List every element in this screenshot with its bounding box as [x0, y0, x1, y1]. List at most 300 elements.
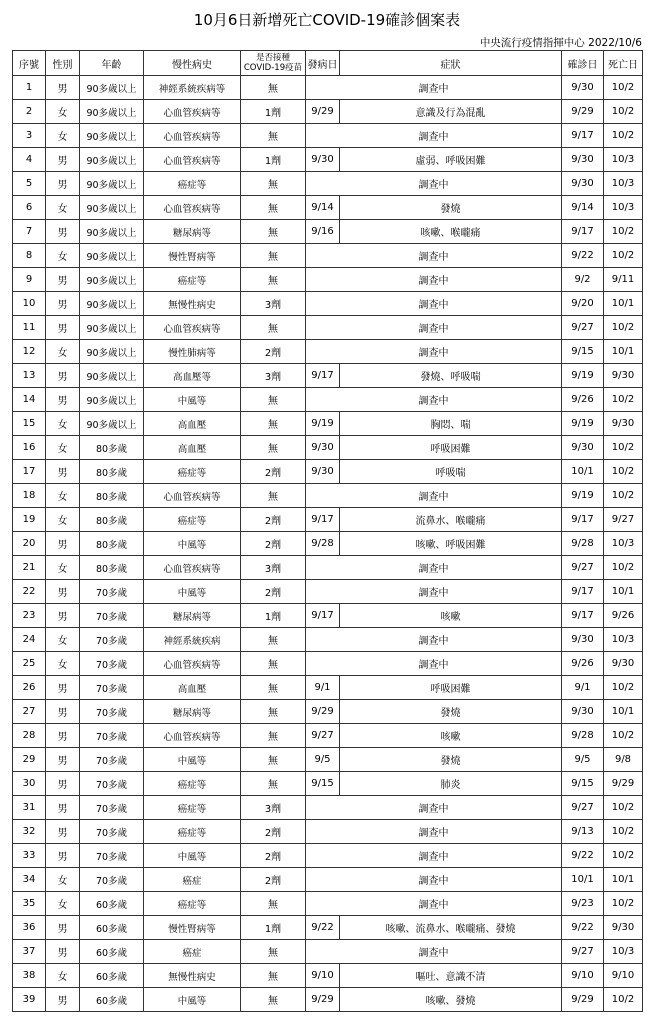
cell-onset: 9/17	[306, 508, 340, 532]
cell-history: 無慢性病史	[144, 292, 241, 316]
cell-confirm-date: 9/17	[562, 124, 604, 148]
cell-history: 中風等	[144, 388, 241, 412]
cell-death-date: 10/2	[604, 124, 643, 148]
cell-history: 神經系統疾病	[144, 628, 241, 652]
cell-sex: 男	[46, 532, 80, 556]
cell-symptoms: 調查中	[306, 340, 562, 364]
table-row	[13, 940, 643, 964]
cell-history: 心血管疾病等	[144, 484, 241, 508]
cell-death-date: 10/3	[604, 148, 643, 172]
cell-sex: 女	[46, 556, 80, 580]
table-row	[13, 604, 643, 628]
table-row	[13, 652, 643, 676]
table-row	[13, 700, 643, 724]
cell-vaccine: 無	[241, 268, 306, 292]
cell-history: 癌症等	[144, 460, 241, 484]
cell-no: 12	[13, 340, 46, 364]
cell-history: 心血管疾病等	[144, 148, 241, 172]
cell-history: 無慢性病史	[144, 964, 241, 988]
cell-history: 心血管疾病等	[144, 100, 241, 124]
cell-symptoms: 嘔吐、意識不清	[340, 964, 562, 988]
cell-vaccine: 無	[241, 628, 306, 652]
cell-age: 60多歲	[80, 892, 144, 916]
table-row	[13, 676, 643, 700]
cell-no: 35	[13, 892, 46, 916]
cell-age: 90多歲以上	[80, 100, 144, 124]
table-row	[13, 364, 643, 388]
cell-no: 15	[13, 412, 46, 436]
cell-sex: 男	[46, 268, 80, 292]
cell-death-date: 9/30	[604, 364, 643, 388]
cell-confirm-date: 9/30	[562, 700, 604, 724]
cell-age: 60多歲	[80, 964, 144, 988]
col-header-onset: 發病日	[306, 51, 340, 76]
cell-onset: 9/1	[306, 676, 340, 700]
cell-death-date: 10/3	[604, 196, 643, 220]
cell-death-date: 10/2	[604, 676, 643, 700]
cell-no: 34	[13, 868, 46, 892]
col-header-death-date: 死亡日	[604, 51, 643, 76]
cell-no: 38	[13, 964, 46, 988]
cell-sex: 女	[46, 628, 80, 652]
cell-confirm-date: 9/30	[562, 76, 604, 100]
cell-vaccine: 無	[241, 388, 306, 412]
cell-symptoms: 咳嗽	[340, 604, 562, 628]
table-row	[13, 892, 643, 916]
cell-death-date: 10/2	[604, 556, 643, 580]
cell-age: 60多歲	[80, 988, 144, 1012]
cell-death-date: 10/2	[604, 484, 643, 508]
table-row	[13, 844, 643, 868]
cell-onset: 9/19	[306, 412, 340, 436]
cell-no: 22	[13, 580, 46, 604]
table-row	[13, 508, 643, 532]
cell-sex: 女	[46, 244, 80, 268]
cell-sex: 女	[46, 868, 80, 892]
cell-no: 6	[13, 196, 46, 220]
cell-death-date: 10/2	[604, 388, 643, 412]
cell-onset: 9/29	[306, 988, 340, 1012]
page-title: 10月6日新增死亡COVID-19確診個案表	[193, 11, 461, 29]
col-header-no: 序號	[13, 51, 46, 76]
cell-sex: 女	[46, 652, 80, 676]
cell-sex: 男	[46, 796, 80, 820]
table-row	[13, 316, 643, 340]
cell-history: 糖尿病等	[144, 604, 241, 628]
cell-symptoms: 調查中	[306, 628, 562, 652]
cell-no: 14	[13, 388, 46, 412]
cell-vaccine: 無	[241, 220, 306, 244]
cell-history: 神經系統疾病等	[144, 76, 241, 100]
cell-history: 心血管疾病等	[144, 124, 241, 148]
col-header-sex: 性別	[46, 51, 80, 76]
cell-death-date: 10/1	[604, 700, 643, 724]
cell-age: 90多歲以上	[80, 340, 144, 364]
cell-death-date: 10/2	[604, 724, 643, 748]
cell-confirm-date: 9/17	[562, 220, 604, 244]
cell-sex: 男	[46, 604, 80, 628]
source-date: 中央流行疫情指揮中心 2022/10/6	[479, 37, 642, 49]
cell-symptoms: 呼吸困難	[340, 676, 562, 700]
cell-history: 慢性腎病等	[144, 244, 241, 268]
table-row	[13, 796, 643, 820]
cell-sex: 女	[46, 100, 80, 124]
cell-symptoms: 調查中	[306, 868, 562, 892]
cell-no: 5	[13, 172, 46, 196]
cell-confirm-date: 10/1	[562, 460, 604, 484]
table-row	[13, 964, 643, 988]
table-row	[13, 484, 643, 508]
cell-symptoms: 意識及行為混亂	[340, 100, 562, 124]
cell-sex: 男	[46, 700, 80, 724]
cell-vaccine: 1劑	[241, 100, 306, 124]
cell-death-date: 10/2	[604, 796, 643, 820]
col-header-history: 慢性病史	[144, 51, 241, 76]
cell-vaccine: 2劑	[241, 844, 306, 868]
cell-symptoms: 調查中	[306, 76, 562, 100]
cell-confirm-date: 9/26	[562, 388, 604, 412]
cell-sex: 女	[46, 340, 80, 364]
cell-symptoms: 呼吸喘	[340, 460, 562, 484]
cell-history: 中風等	[144, 844, 241, 868]
cell-age: 70多歲	[80, 652, 144, 676]
cell-symptoms: 調查中	[306, 796, 562, 820]
cell-symptoms: 虛弱、呼吸困難	[340, 148, 562, 172]
cell-confirm-date: 9/10	[562, 964, 604, 988]
cell-no: 30	[13, 772, 46, 796]
cell-age: 60多歲	[80, 916, 144, 940]
cell-onset: 9/30	[306, 436, 340, 460]
cell-onset: 9/29	[306, 100, 340, 124]
cell-death-date: 10/2	[604, 220, 643, 244]
cell-history: 中風等	[144, 988, 241, 1012]
cell-confirm-date: 9/28	[562, 724, 604, 748]
cell-onset: 9/22	[306, 916, 340, 940]
table-row	[13, 172, 643, 196]
cell-sex: 男	[46, 460, 80, 484]
cell-confirm-date: 9/22	[562, 244, 604, 268]
cell-vaccine: 無	[241, 700, 306, 724]
cell-vaccine: 1劑	[241, 604, 306, 628]
cell-vaccine: 2劑	[241, 820, 306, 844]
cell-vaccine: 無	[241, 172, 306, 196]
cell-sex: 女	[46, 484, 80, 508]
cell-history: 高血壓等	[144, 364, 241, 388]
cell-history: 中風等	[144, 748, 241, 772]
cell-confirm-date: 9/15	[562, 340, 604, 364]
cell-vaccine: 無	[241, 76, 306, 100]
cell-death-date: 10/3	[604, 940, 643, 964]
cell-vaccine: 無	[241, 412, 306, 436]
cell-age: 90多歲以上	[80, 220, 144, 244]
cell-no: 19	[13, 508, 46, 532]
cell-vaccine: 1劑	[241, 916, 306, 940]
cell-history: 癌症	[144, 940, 241, 964]
cell-history: 高血壓	[144, 676, 241, 700]
cell-death-date: 9/30	[604, 412, 643, 436]
cell-history: 癌症等	[144, 172, 241, 196]
cell-sex: 女	[46, 964, 80, 988]
cell-age: 90多歲以上	[80, 196, 144, 220]
table-row	[13, 628, 643, 652]
cell-vaccine: 1劑	[241, 148, 306, 172]
cell-confirm-date: 9/27	[562, 796, 604, 820]
cell-vaccine: 2劑	[241, 580, 306, 604]
cell-history: 心血管疾病等	[144, 556, 241, 580]
cell-age: 70多歲	[80, 676, 144, 700]
cell-confirm-date: 9/27	[562, 556, 604, 580]
table-row	[13, 196, 643, 220]
cell-death-date: 9/27	[604, 508, 643, 532]
table-row	[13, 148, 643, 172]
cell-confirm-date: 9/5	[562, 748, 604, 772]
cell-confirm-date: 9/22	[562, 844, 604, 868]
col-header-vaccine-line1: 是否接種	[255, 53, 290, 63]
col-header-symptoms: 症狀	[340, 51, 562, 76]
cases-table	[12, 50, 643, 1012]
cell-symptoms: 發燒	[340, 700, 562, 724]
cell-symptoms: 胸悶、喘	[340, 412, 562, 436]
cell-no: 26	[13, 676, 46, 700]
cell-symptoms: 調查中	[306, 652, 562, 676]
cell-death-date: 10/3	[604, 532, 643, 556]
cell-death-date: 9/11	[604, 268, 643, 292]
cell-sex: 男	[46, 292, 80, 316]
cell-vaccine: 無	[241, 988, 306, 1012]
cell-age: 70多歲	[80, 580, 144, 604]
table-row	[13, 292, 643, 316]
cell-vaccine: 無	[241, 124, 306, 148]
cell-death-date: 10/2	[604, 988, 643, 1012]
cell-age: 90多歲以上	[80, 172, 144, 196]
cell-no: 2	[13, 100, 46, 124]
cell-symptoms: 調查中	[306, 268, 562, 292]
cell-vaccine: 無	[241, 892, 306, 916]
cell-sex: 女	[46, 436, 80, 460]
cell-symptoms: 咳嗽、呼吸困難	[340, 532, 562, 556]
cell-onset: 9/14	[306, 196, 340, 220]
cell-no: 32	[13, 820, 46, 844]
cell-death-date: 9/26	[604, 604, 643, 628]
cell-onset: 9/30	[306, 460, 340, 484]
cell-death-date: 9/29	[604, 772, 643, 796]
cell-history: 中風等	[144, 532, 241, 556]
cell-age: 80多歲	[80, 484, 144, 508]
cell-history: 癌症等	[144, 772, 241, 796]
cell-sex: 男	[46, 76, 80, 100]
cell-age: 70多歲	[80, 604, 144, 628]
cell-no: 31	[13, 796, 46, 820]
cell-history: 糖尿病等	[144, 700, 241, 724]
table-body	[13, 76, 643, 1012]
cell-age: 70多歲	[80, 820, 144, 844]
cell-confirm-date: 9/30	[562, 628, 604, 652]
table-row	[13, 220, 643, 244]
cell-death-date: 10/1	[604, 340, 643, 364]
cell-death-date: 10/2	[604, 76, 643, 100]
cell-symptoms: 發燒、呼吸喘	[340, 364, 562, 388]
cell-confirm-date: 9/2	[562, 268, 604, 292]
cell-sex: 男	[46, 364, 80, 388]
cell-vaccine: 2劑	[241, 340, 306, 364]
cell-sex: 男	[46, 820, 80, 844]
cell-age: 90多歲以上	[80, 292, 144, 316]
cell-history: 心血管疾病等	[144, 724, 241, 748]
col-header-vaccine	[241, 51, 306, 76]
cell-symptoms: 咳嗽、流鼻水、喉嚨痛、發燒	[340, 916, 562, 940]
cell-sex: 男	[46, 724, 80, 748]
cell-sex: 女	[46, 892, 80, 916]
cell-sex: 女	[46, 124, 80, 148]
cell-sex: 女	[46, 412, 80, 436]
cell-death-date: 10/2	[604, 244, 643, 268]
cell-vaccine: 無	[241, 196, 306, 220]
col-header-confirm-date: 確診日	[562, 51, 604, 76]
cell-confirm-date: 9/23	[562, 892, 604, 916]
cell-age: 90多歲以上	[80, 412, 144, 436]
cell-onset: 9/5	[306, 748, 340, 772]
cell-history: 中風等	[144, 580, 241, 604]
cell-no: 3	[13, 124, 46, 148]
cell-age: 90多歲以上	[80, 148, 144, 172]
cell-death-date: 10/1	[604, 292, 643, 316]
cell-no: 28	[13, 724, 46, 748]
cell-no: 39	[13, 988, 46, 1012]
cell-vaccine: 2劑	[241, 532, 306, 556]
cell-confirm-date: 9/19	[562, 364, 604, 388]
cell-no: 20	[13, 532, 46, 556]
cell-confirm-date: 9/29	[562, 988, 604, 1012]
cell-history: 慢性腎病等	[144, 916, 241, 940]
cell-symptoms: 咳嗽、喉嚨痛	[340, 220, 562, 244]
cell-sex: 女	[46, 196, 80, 220]
table-row	[13, 532, 643, 556]
cell-vaccine: 2劑	[241, 868, 306, 892]
cell-no: 4	[13, 148, 46, 172]
cell-symptoms: 調查中	[306, 172, 562, 196]
table-row	[13, 772, 643, 796]
cell-vaccine: 無	[241, 484, 306, 508]
table-row	[13, 916, 643, 940]
cell-no: 33	[13, 844, 46, 868]
cell-symptoms: 調查中	[306, 556, 562, 580]
cell-onset: 9/27	[306, 724, 340, 748]
table-row	[13, 124, 643, 148]
cell-sex: 男	[46, 676, 80, 700]
cell-symptoms: 調查中	[306, 820, 562, 844]
cell-confirm-date: 9/20	[562, 292, 604, 316]
cell-symptoms: 發燒	[340, 748, 562, 772]
cell-death-date: 9/10	[604, 964, 643, 988]
cell-vaccine: 無	[241, 316, 306, 340]
cell-no: 8	[13, 244, 46, 268]
cell-age: 70多歲	[80, 844, 144, 868]
cell-age: 70多歲	[80, 796, 144, 820]
cell-death-date: 9/8	[604, 748, 643, 772]
cell-no: 18	[13, 484, 46, 508]
cell-vaccine: 3劑	[241, 556, 306, 580]
cell-symptoms: 呼吸困難	[340, 436, 562, 460]
cell-age: 80多歲	[80, 508, 144, 532]
cell-vaccine: 2劑	[241, 508, 306, 532]
cell-confirm-date: 9/30	[562, 148, 604, 172]
cell-age: 70多歲	[80, 868, 144, 892]
table-row	[13, 556, 643, 580]
cell-history: 癌症等	[144, 820, 241, 844]
cell-vaccine: 3劑	[241, 364, 306, 388]
cell-age: 90多歲以上	[80, 388, 144, 412]
cell-sex: 男	[46, 172, 80, 196]
cell-confirm-date: 9/22	[562, 916, 604, 940]
cell-sex: 男	[46, 940, 80, 964]
cell-no: 29	[13, 748, 46, 772]
cell-age: 90多歲以上	[80, 364, 144, 388]
cell-no: 36	[13, 916, 46, 940]
cell-symptoms: 調查中	[306, 124, 562, 148]
cell-history: 心血管疾病等	[144, 316, 241, 340]
table-row	[13, 820, 643, 844]
cell-no: 37	[13, 940, 46, 964]
cell-onset: 9/30	[306, 148, 340, 172]
cell-no: 9	[13, 268, 46, 292]
col-header-vaccine-line2: COVID-19疫苗	[243, 63, 303, 73]
cell-confirm-date: 10/1	[562, 868, 604, 892]
cell-confirm-date: 9/15	[562, 772, 604, 796]
cell-confirm-date: 9/29	[562, 100, 604, 124]
cell-vaccine: 2劑	[241, 460, 306, 484]
cell-onset: 9/16	[306, 220, 340, 244]
cell-confirm-date: 9/14	[562, 196, 604, 220]
cell-history: 高血壓	[144, 412, 241, 436]
cell-symptoms: 調查中	[306, 940, 562, 964]
cell-symptoms: 發燒	[340, 196, 562, 220]
cell-confirm-date: 9/19	[562, 484, 604, 508]
cell-death-date: 9/30	[604, 652, 643, 676]
cell-history: 癌症等	[144, 268, 241, 292]
cell-no: 11	[13, 316, 46, 340]
cell-age: 70多歲	[80, 772, 144, 796]
cell-sex: 男	[46, 580, 80, 604]
table-row	[13, 988, 643, 1012]
cell-sex: 男	[46, 316, 80, 340]
table-row	[13, 436, 643, 460]
table-row	[13, 412, 643, 436]
cell-symptoms: 調查中	[306, 580, 562, 604]
cell-vaccine: 無	[241, 676, 306, 700]
cell-sex: 男	[46, 220, 80, 244]
table-row	[13, 724, 643, 748]
cell-symptoms: 調查中	[306, 292, 562, 316]
cell-symptoms: 肺炎	[340, 772, 562, 796]
cell-age: 70多歲	[80, 700, 144, 724]
cell-death-date: 10/2	[604, 100, 643, 124]
cell-vaccine: 無	[241, 964, 306, 988]
cell-age: 90多歲以上	[80, 268, 144, 292]
cell-onset: 9/17	[306, 604, 340, 628]
cell-no: 21	[13, 556, 46, 580]
cell-vaccine: 無	[241, 436, 306, 460]
cell-age: 90多歲以上	[80, 316, 144, 340]
cell-vaccine: 無	[241, 772, 306, 796]
table-row	[13, 748, 643, 772]
cell-history: 高血壓	[144, 436, 241, 460]
cell-onset: 9/28	[306, 532, 340, 556]
cell-sex: 男	[46, 748, 80, 772]
cell-age: 60多歲	[80, 940, 144, 964]
table-row	[13, 76, 643, 100]
cell-confirm-date: 9/26	[562, 652, 604, 676]
cell-death-date: 10/2	[604, 436, 643, 460]
